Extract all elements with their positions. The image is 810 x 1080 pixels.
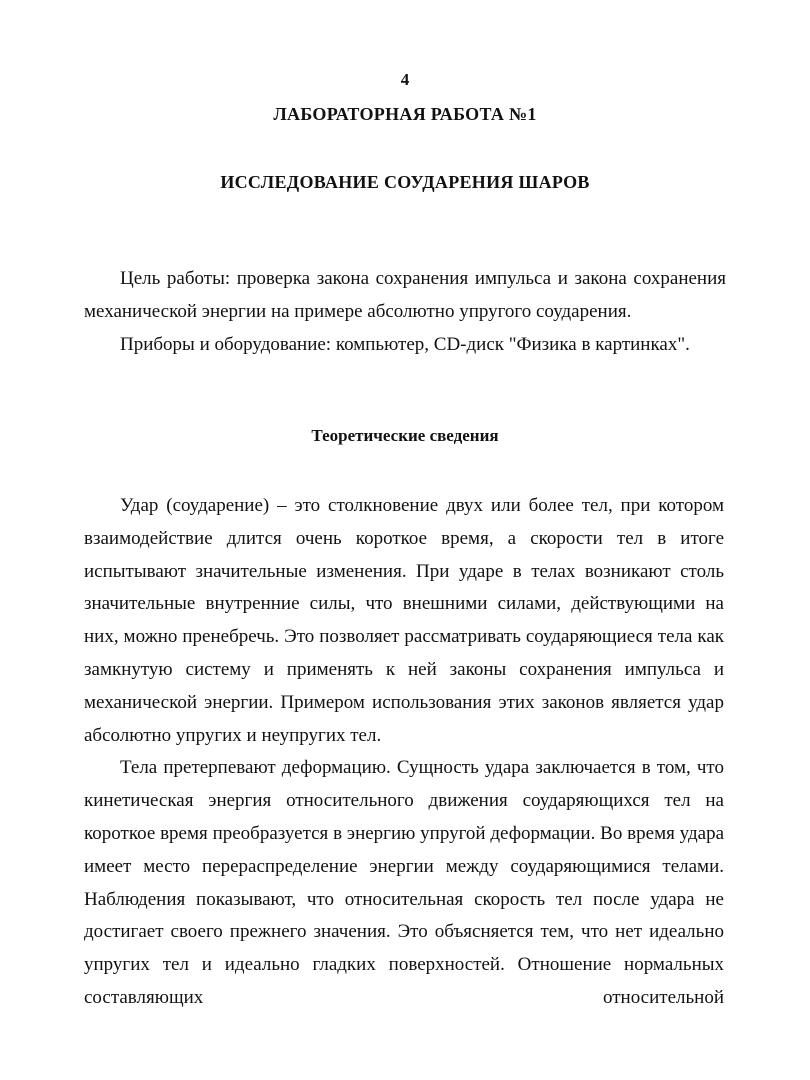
lab-title: ЛАБОРАТОРНАЯ РАБОТА №1 — [273, 104, 537, 124]
intro-block — [84, 262, 726, 361]
goal-paragraph: Цель работы: проверка закона сохранения импульса и закона сохранения механической энергии на примере абсолютно упругого соударения. — [84, 268, 726, 322]
equipment-paragraph: Приборы и оборудование: компьютер, CD-диск "Физика в картинках". — [120, 334, 690, 355]
paragraph-1: Удар (соударение) – это столкновение двух или более тел, при котором взаимодействие длится очень короткое время, а скорости тел в итоге испытывают значительные изменения. При ударе в телах возникают столь значительные внутренние силы, что внешними силами, действующими на них, можно пренебречь. Это позволяет рассматривать соударяющиеся тела как замкнутую систему и применять к ней законы сохранения импульса и механической энергии. Примером использования этих законов является удар абсолютно упругих и неупругих тел. — [84, 495, 724, 746]
paragraph-2: Тела претерпевают деформацию. Сущность удара заключается в том, что кинетическая энергия относительного движения соударяющихся тел на короткое время преобразуется в энергию упругой деформации. Во время удара имеет место перераспределение энергии между соударяющимися телами. Наблюдения показывают, что относительная скорость тел после удара не достигает своего прежнего значения. Это объясняется тем, что нет идеально упругих тел и идеально гладких поверхностей. Отношение нормальных составляющих относительной — [84, 757, 724, 1008]
section-heading: Теоретические сведения — [311, 426, 499, 445]
main-title: ИССЛЕДОВАНИЕ СОУДАРЕНИЯ ШАРОВ — [220, 172, 590, 192]
page-number: 4 — [400, 70, 410, 89]
body-text — [84, 490, 724, 1015]
